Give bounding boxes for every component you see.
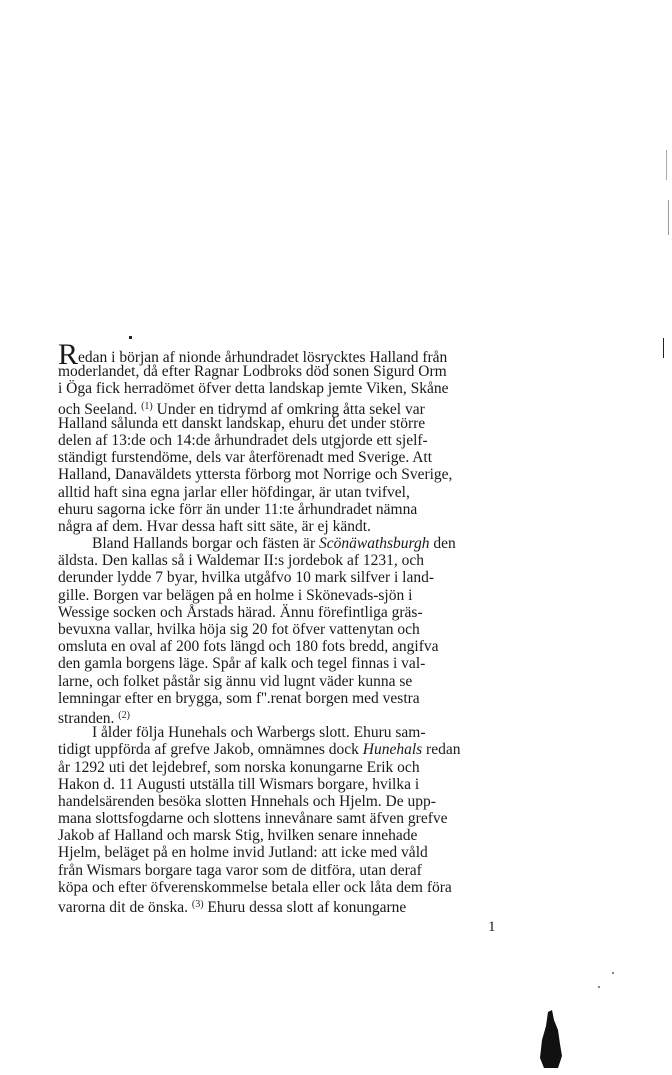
text-line: köpa och efter öfverenskommelse betala eller ock låta dem föra xyxy=(58,878,452,896)
page-number: 1 xyxy=(488,919,496,935)
footnote-ref: (2) xyxy=(118,709,130,721)
text-line: handelsärenden besöka slotten Hnnehals och Hjelm. De upp- xyxy=(58,792,436,810)
text-line: Hjelm, beläget på en holme invid Jutland: att icke med våld xyxy=(58,844,428,862)
text-line: delen af 13:de och 14:de århundradet dels utgjorde ett sjelf- xyxy=(58,431,428,449)
text-line: I ålder följa Hunehals och Warbergs slott. Ehuru sam- xyxy=(92,724,426,742)
text-line: varorna dit de önska. $^{(3)}$ Ehuru dessa slott af konungarne xyxy=(58,899,407,916)
text-line: äldsta. Den kallas så i Waldemar II:s jordebok af 1231, och xyxy=(58,552,425,570)
text-line: alltid haft sina egna jarlar eller höfdingar, är utan tvifvel, xyxy=(58,483,410,501)
text-line: moderlandet, då efter Ragnar Lodbroks död sonen Sigurd Orm xyxy=(58,363,447,381)
text-line: Redan i början af nionde århundradet lösrycktes Halland från xyxy=(58,338,448,371)
text-line: gille. Borgen var belägen på en holme i Skönevads-sjön i xyxy=(58,586,413,604)
body-text xyxy=(58,338,536,916)
text-line: Jakob af Halland och marsk Stig, hvilken senare innehade xyxy=(58,827,418,845)
text-line: några af dem. Hvar dessa haft sitt säte, är ej kändt. xyxy=(58,517,371,535)
text-line: bevuxna vallar, hvilka höja sig 20 fot öfver vattenytan och xyxy=(58,621,420,638)
scan-mark xyxy=(666,150,667,180)
text-line: Halland, Danaväldets yttersta förborg mot Norrige och Sverige, xyxy=(58,466,453,484)
text-line: Wessige socken och Årstads härad. Ännu förefintliga gräs- xyxy=(58,603,423,621)
scan-mark xyxy=(668,200,669,235)
footnote-ref: (1) xyxy=(141,400,153,412)
text-line: mana slottsfogdarne och slottens innevånare samt äfven grefve xyxy=(58,810,448,828)
text-line: år 1292 uti det lejdebref, som norska konungarne Erik och xyxy=(58,758,420,776)
text-line: Bland Hallands borgar och fästen är Scönäwathsburgh den xyxy=(92,535,456,553)
scan-speck xyxy=(612,972,614,974)
italic-place-name: Scönäwathsburgh xyxy=(318,535,430,553)
text-line: lemningar efter en brygga, som f''.renat borgen med vestra xyxy=(58,689,420,707)
text-line: tidigt uppförda af grefve Jakob, omnämnes dock Hunehals redan xyxy=(58,741,461,759)
text-line: och Seeland. $^{(1)}$ Under en tidrymd af omkring åtta sekel var xyxy=(58,400,425,418)
text-line: Halland sålunda ett danskt landskap, ehuru det under större xyxy=(58,414,426,432)
text-line: från Wismars borgare taga varor som de ditföra, utan deraf xyxy=(58,861,422,879)
text-line: ständigt furstendöme, dels var återförenadt med Sverige. Att xyxy=(58,449,433,467)
scan-mark xyxy=(663,338,664,358)
footnote-ref: (3) xyxy=(191,899,204,910)
drop-cap: R xyxy=(58,338,79,371)
text-line: ehuru sagorna icke förr än under 11:te århundradet nämna xyxy=(58,500,418,518)
text-line: larne, och folket påstår sig ännu vid lugnt väder kunna se xyxy=(58,672,413,690)
text-line: den gamla borgens läge. Spår af kalk och tegel finnas i val- xyxy=(58,655,426,673)
text-line: derunder lydde 7 byar, hvilka utgåfvo 10 mark silfver i land- xyxy=(58,569,435,587)
text-line: omsluta en oval af 200 fots längd och 180 fots bredd, angifva xyxy=(58,638,439,656)
text-line: i Öga fick herradömet öfver detta landskap jemte Viken, Skåne xyxy=(58,380,449,398)
ink-smudge xyxy=(540,1010,562,1068)
text-line: stranden. $^{(2)}$ xyxy=(58,709,130,727)
scan-speck xyxy=(129,336,132,339)
scan-speck xyxy=(598,986,600,988)
italic-place-name: Hunehals xyxy=(362,741,423,759)
text-line: Hakon d. 11 Augusti utställa till Wismars borgare, hvilka i xyxy=(58,775,420,793)
